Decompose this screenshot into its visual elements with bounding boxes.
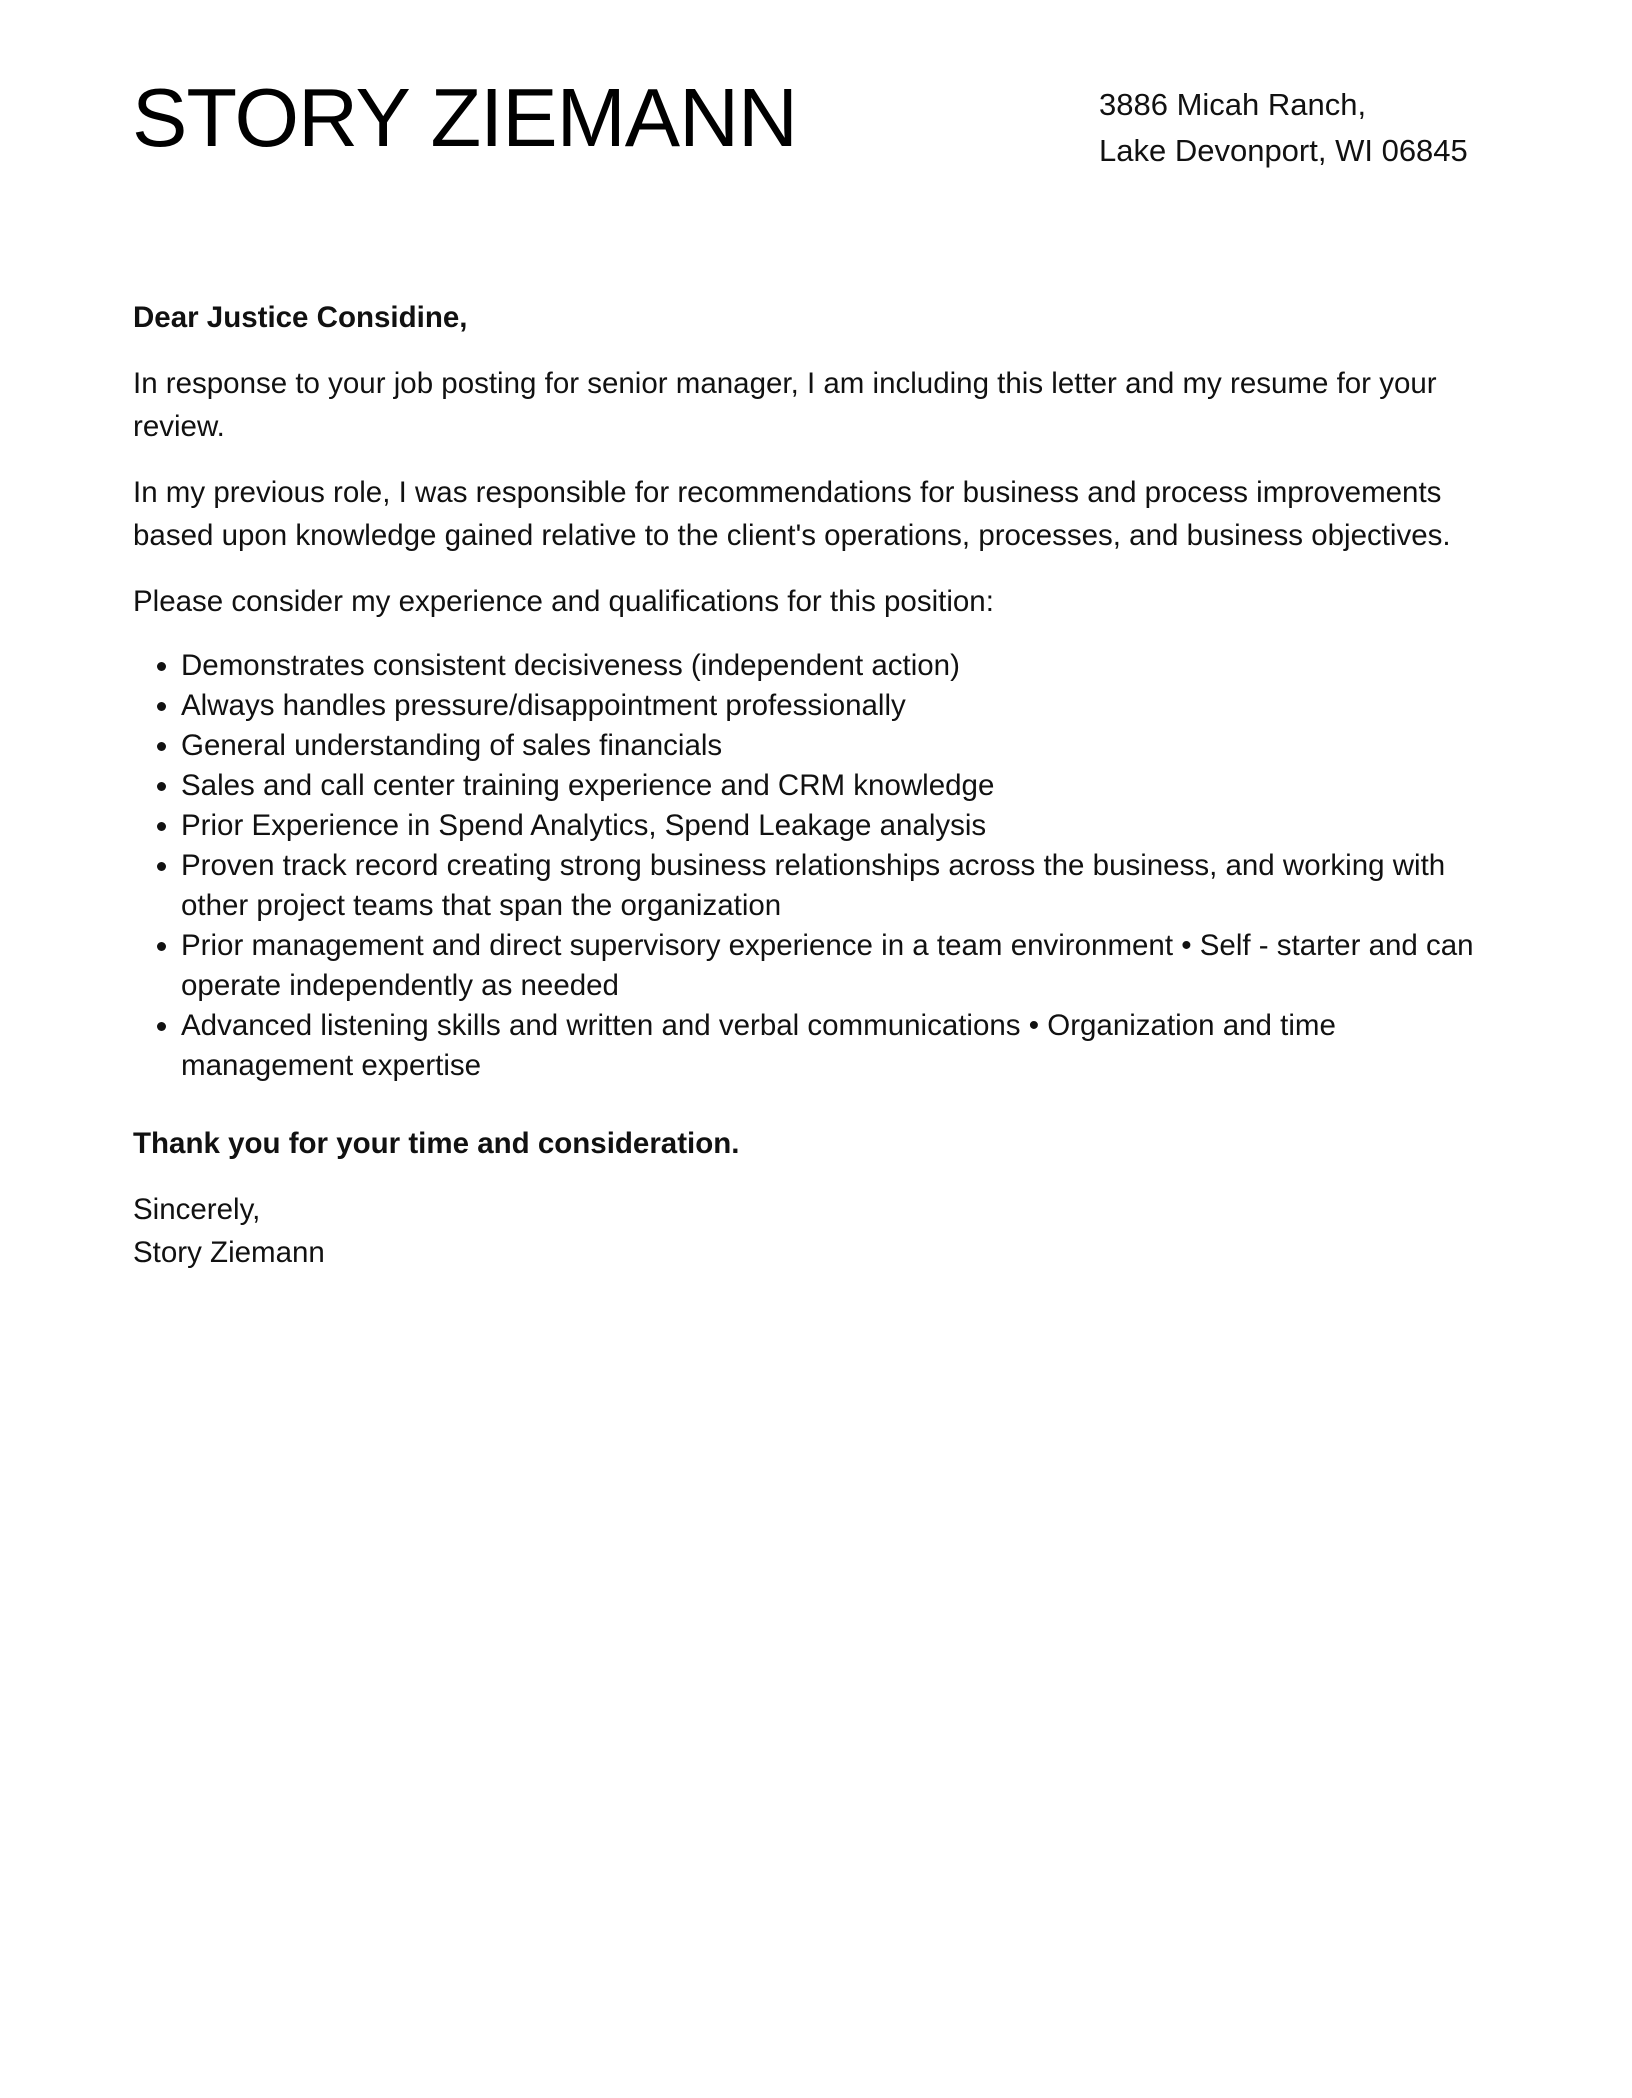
qualifications-intro: Please consider my experience and qualifications for this position: [133, 585, 994, 618]
qualification-item: • Advanced listening skills and written and verbal communications • Organization and time management expertise [181, 1006, 1503, 1086]
salutation: Dear Justice Considine, [133, 301, 468, 334]
qualifications-list [133, 646, 1503, 1086]
address-line-2: Lake Devonport, WI 06845 [1099, 133, 1468, 168]
qualification-item: • Demonstrates consistent decisiveness (independent action) [181, 646, 1503, 686]
applicant-address [1099, 82, 1468, 174]
qualification-item: • Prior Experience in Spend Analytics, Spend Leakage analysis [181, 806, 1503, 846]
thank-you-line: Thank you for your time and consideration. [133, 1127, 740, 1160]
qualification-item: • Proven track record creating strong business relationships across the business, and working with other project teams that span the organization [181, 846, 1503, 926]
intro-paragraph: In response to your job posting for senior manager, I am including this letter and my resume for your review. [133, 367, 1437, 443]
address-line-1: 3886 Micah Ranch, [1099, 87, 1367, 122]
qualification-item: • Always handles pressure/disappointment professionally [181, 686, 1503, 726]
qualification-item: • General understanding of sales financials [181, 726, 1503, 766]
applicant-name: STORY ZIEMANN [132, 71, 797, 164]
experience-paragraph: In my previous role, I was responsible for recommendations for business and process improvements based upon knowledge gained relative to the client's operations, processes, and business objectives. [133, 476, 1451, 552]
signature: Story Ziemann [133, 1236, 325, 1269]
qualification-item: • Sales and call center training experience and CRM knowledge [181, 766, 1503, 806]
qualification-item: • Prior management and direct supervisory experience in a team environment • Self - starter and can operate independently as needed [181, 926, 1503, 1006]
closing: Sincerely, [133, 1193, 261, 1226]
letter-body [133, 296, 1503, 1274]
